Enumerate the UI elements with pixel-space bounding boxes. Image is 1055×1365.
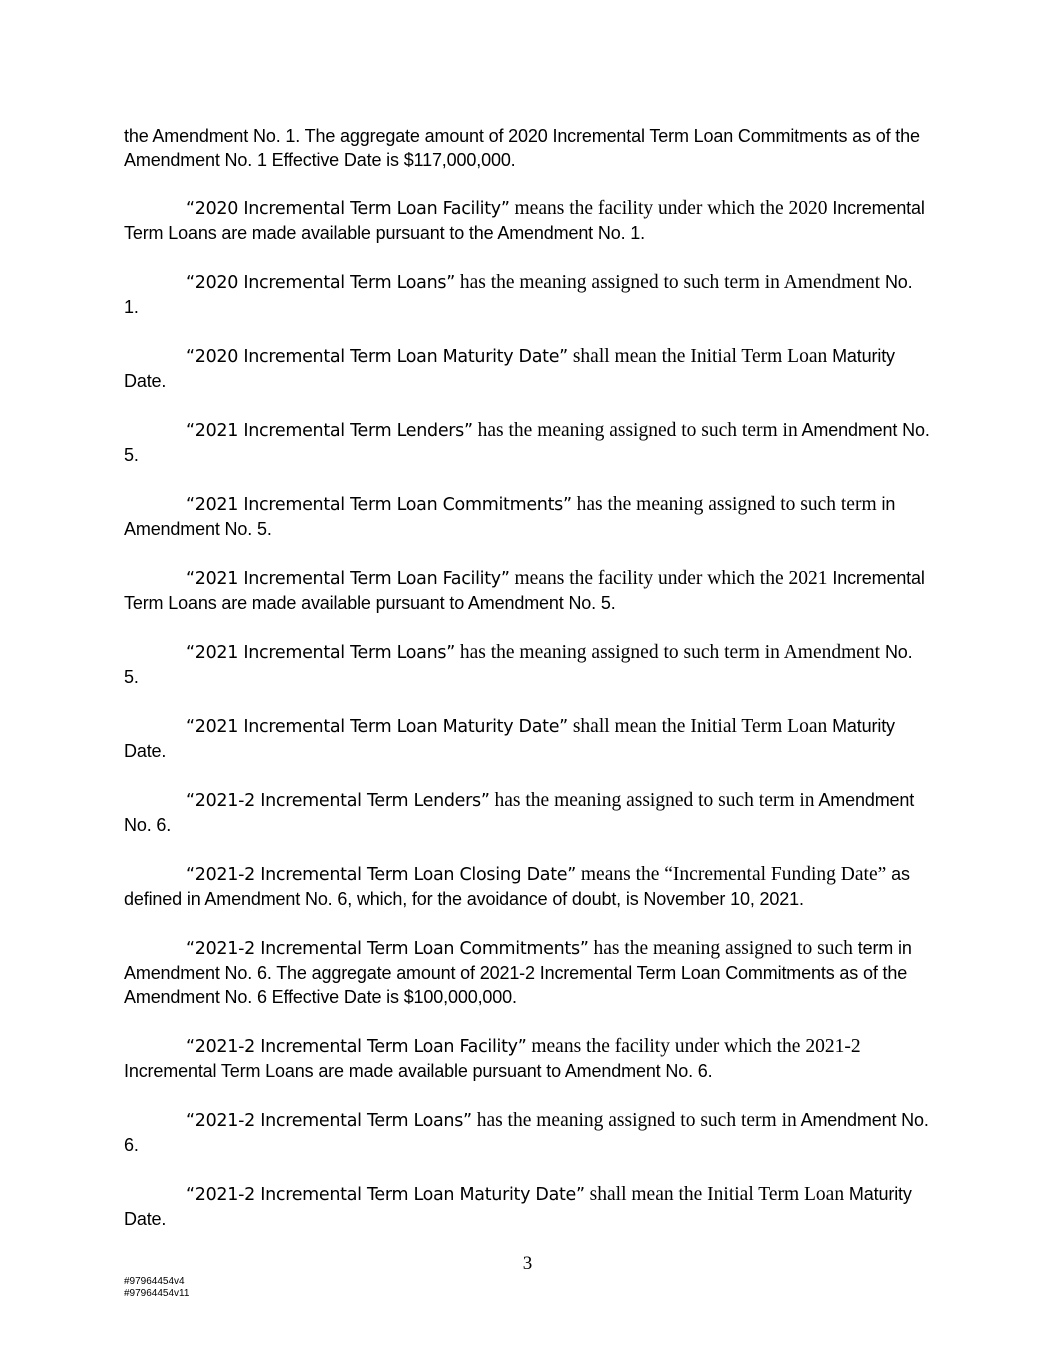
- definition-lead: has the meaning assigned to such term in Amendment: [454, 272, 881, 293]
- definition-rest: No. 1.: [124, 272, 913, 317]
- definition-lead: has the meaning assigned to such term in: [489, 790, 815, 811]
- defined-term: “2021-2 Incremental Term Loan Facility”: [186, 1037, 527, 1057]
- defined-term: “2020 Incremental Term Loan Maturity Date”: [186, 347, 568, 367]
- definition-rest: Maturity Date.: [124, 716, 895, 761]
- definition-lead: means the “Incremental Funding Date”: [576, 864, 887, 885]
- definition-lead: has the meaning assigned to such term: [571, 494, 877, 515]
- definition-rest: Incremental Term Loans are made available pursuant to Amendment No. 5.: [124, 568, 925, 613]
- document-id: #97964454v4: [124, 1276, 185, 1287]
- defined-term: “2020 Incremental Term Loan Facility”: [186, 199, 510, 219]
- definition-lead: has the meaning assigned to such term in Amendment: [454, 642, 881, 663]
- definition-rest: in Amendment No. 5.: [124, 494, 896, 539]
- definition-paragraph: [124, 196, 930, 245]
- defined-term: “2021-2 Incremental Term Lenders”: [186, 791, 490, 811]
- definition-paragraph: [124, 640, 930, 689]
- defined-term: “2021-2 Incremental Term Loan Maturity Date”: [186, 1185, 585, 1205]
- document-body: [124, 124, 930, 1256]
- defined-term: “2021 Incremental Term Loans”: [186, 643, 455, 663]
- definition-lead: means the facility under which the 2020: [509, 198, 828, 219]
- definition-rest: Amendment No. 6.: [124, 1110, 929, 1155]
- continuation-text: the Amendment No. 1. The aggregate amount of 2020 Incremental Term Loan Commitments as of the Amendment No. 1 Effective Date is $117,000,000.: [124, 126, 920, 170]
- defined-term: “2021-2 Incremental Term Loans”: [186, 1111, 472, 1131]
- definition-paragraph: [124, 714, 930, 763]
- definition-lead: has the meaning assigned to such term in: [471, 1110, 797, 1131]
- definition-rest: term in Amendment No. 6. The aggregate amount of 2021-2 Incremental Term Loan Commitments as of the Amendment No. 6 Effective Date is $100,000,000.: [124, 938, 912, 1007]
- definition-paragraph: [124, 936, 930, 1009]
- definition-paragraph: [124, 1108, 930, 1157]
- definition-rest: Incremental Term Loans are made available pursuant to Amendment No. 6.: [124, 1061, 713, 1081]
- defined-term: “2021 Incremental Term Lenders”: [186, 421, 473, 441]
- definition-lead: means the facility under which the 2021: [509, 568, 828, 589]
- definition-lead: shall mean the Initial Term Loan: [584, 1184, 845, 1205]
- page-number: 3: [522, 1253, 533, 1274]
- definition-paragraph: [124, 344, 930, 393]
- definition-rest: Maturity Date.: [124, 346, 895, 391]
- definition-paragraph: [124, 270, 930, 319]
- definition-paragraph: [124, 1034, 930, 1083]
- definition-paragraph: [124, 418, 930, 467]
- defined-term: “2020 Incremental Term Loans”: [186, 273, 455, 293]
- definition-paragraph: [124, 1182, 930, 1231]
- definition-paragraph: [124, 788, 930, 837]
- definition-rest: No. 5.: [124, 642, 913, 687]
- definition-paragraph: [124, 492, 930, 541]
- defined-term: “2021-2 Incremental Term Loan Closing Date”: [186, 865, 577, 885]
- definition-lead: shall mean the Initial Term Loan: [567, 346, 828, 367]
- defined-term: “2021 Incremental Term Loan Facility”: [186, 569, 510, 589]
- definition-rest: Maturity Date.: [124, 1184, 912, 1229]
- definition-rest: Incremental Term Loans are made available pursuant to the Amendment No. 1.: [124, 198, 925, 243]
- defined-term: “2021 Incremental Term Loan Maturity Date”: [186, 717, 568, 737]
- definition-lead: has the meaning assigned to such term in: [472, 420, 798, 441]
- definition-paragraph: [124, 862, 930, 911]
- definition-lead: shall mean the Initial Term Loan: [567, 716, 828, 737]
- document-footer-ids: [124, 1276, 189, 1300]
- definition-lead: means the facility under which the 2021-2: [526, 1036, 861, 1057]
- definition-rest: Amendment No. 5.: [124, 420, 930, 465]
- definition-lead: has the meaning assigned to such: [588, 938, 853, 959]
- definition-rest: Amendment No. 6.: [124, 790, 915, 835]
- definition-rest: as defined in Amendment No. 6, which, for the avoidance of doubt, is November 10, 2021.: [124, 864, 910, 909]
- defined-term: “2021 Incremental Term Loan Commitments”: [186, 495, 572, 515]
- defined-term: “2021-2 Incremental Term Loan Commitments”: [186, 939, 589, 959]
- continuation-paragraph: [124, 124, 930, 172]
- document-id: #97964454v11: [124, 1288, 190, 1299]
- definition-paragraph: [124, 566, 930, 615]
